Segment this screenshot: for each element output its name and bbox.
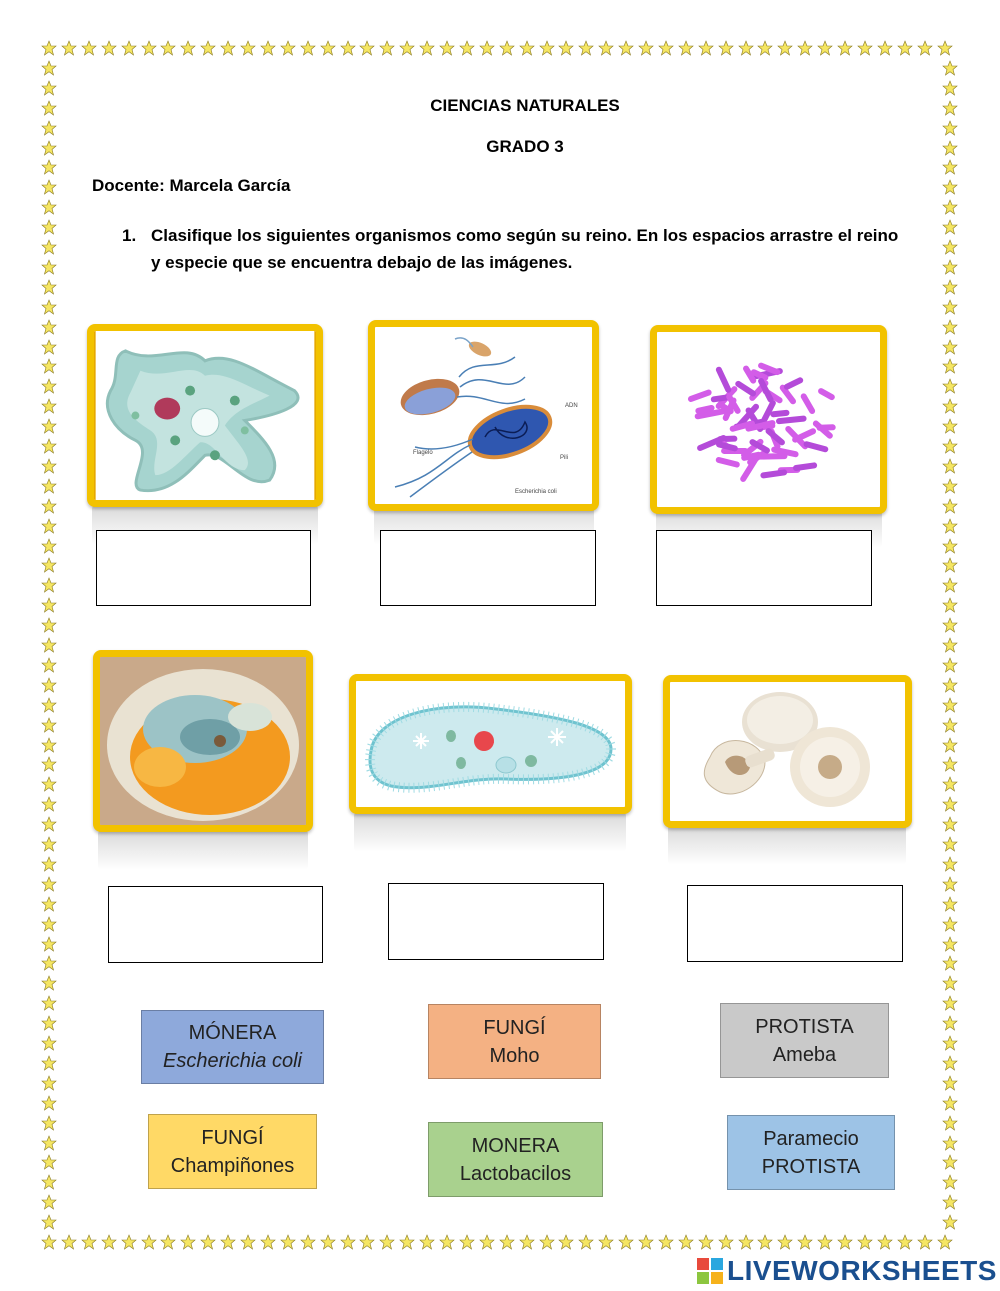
border-star-icon <box>942 1075 958 1091</box>
border-star-icon <box>300 1234 316 1250</box>
border-star-icon <box>942 836 958 852</box>
border-star-icon <box>41 1194 57 1210</box>
image-reflection <box>98 830 308 870</box>
border-star-icon <box>942 1194 958 1210</box>
border-star-icon <box>942 1035 958 1051</box>
border-star-icon <box>41 637 57 653</box>
border-star-icon <box>260 1234 276 1250</box>
border-star-icon <box>220 1234 236 1250</box>
border-star-icon <box>41 199 57 215</box>
label-flagelo: Flagelo <box>413 450 433 456</box>
border-star-icon <box>942 319 958 335</box>
border-star-icon <box>41 159 57 175</box>
teacher-name: Docente: Marcela García <box>92 176 291 195</box>
border-star-icon <box>678 40 694 56</box>
border-star-icon <box>942 1154 958 1170</box>
border-star-icon <box>41 876 57 892</box>
tile-kingdom: MÓNERA <box>188 1022 277 1044</box>
border-star-icon <box>942 179 958 195</box>
border-star-icon <box>41 299 57 315</box>
border-star-icon <box>300 40 316 56</box>
border-star-icon <box>61 1234 77 1250</box>
liveworksheets-logo-icon <box>697 1258 723 1284</box>
drop-zone-5[interactable] <box>388 883 604 960</box>
border-star-icon <box>61 40 77 56</box>
border-star-icon <box>41 478 57 494</box>
border-star-icon <box>539 1234 555 1250</box>
border-star-icon <box>101 1234 117 1250</box>
border-star-icon <box>41 239 57 255</box>
border-star-icon <box>942 358 958 374</box>
border-star-icon <box>757 1234 773 1250</box>
border-star-icon <box>658 40 674 56</box>
tile-species: Escherichia coli <box>163 1050 302 1072</box>
border-star-icon <box>942 1095 958 1111</box>
lactobacilli-image <box>650 325 887 514</box>
border-star-icon <box>942 398 958 414</box>
mold-image <box>93 650 313 832</box>
border-star-icon <box>359 40 375 56</box>
border-star-icon <box>41 697 57 713</box>
border-star-icon <box>942 637 958 653</box>
border-star-icon <box>180 40 196 56</box>
border-star-icon <box>41 776 57 792</box>
border-star-icon <box>41 279 57 295</box>
border-star-icon <box>942 717 958 733</box>
border-star-icon <box>41 498 57 514</box>
border-star-icon <box>160 1234 176 1250</box>
border-star-icon <box>757 40 773 56</box>
border-star-icon <box>41 120 57 136</box>
border-star-icon <box>419 40 435 56</box>
border-star-icon <box>320 40 336 56</box>
border-star-icon <box>399 40 415 56</box>
border-star-icon <box>41 597 57 613</box>
border-star-icon <box>359 1234 375 1250</box>
border-star-icon <box>160 40 176 56</box>
border-star-icon <box>41 438 57 454</box>
border-star-icon <box>718 40 734 56</box>
border-star-icon <box>180 1234 196 1250</box>
border-star-icon <box>678 1234 694 1250</box>
border-star-icon <box>942 916 958 932</box>
tile-protista-ameba[interactable] <box>720 1003 889 1078</box>
border-star-icon <box>81 1234 97 1250</box>
border-star-icon <box>41 1234 57 1250</box>
border-star-icon <box>519 1234 535 1250</box>
amoeba-image <box>87 324 323 507</box>
border-star-icon <box>121 1234 137 1250</box>
border-star-icon <box>942 617 958 633</box>
tile-species: Ameba <box>772 1043 837 1066</box>
border-star-icon <box>897 40 913 56</box>
border-star-icon <box>41 1035 57 1051</box>
border-star-icon <box>942 239 958 255</box>
drop-zone-4[interactable] <box>108 886 323 963</box>
border-star-icon <box>41 219 57 235</box>
border-star-icon <box>942 219 958 235</box>
border-star-icon <box>942 896 958 912</box>
border-star-icon <box>41 1095 57 1111</box>
border-star-icon <box>41 1075 57 1091</box>
tile-fungi-moho[interactable] <box>428 1004 601 1079</box>
border-star-icon <box>41 756 57 772</box>
border-star-icon <box>479 40 495 56</box>
grade-title: GRADO 3 <box>486 137 564 156</box>
border-star-icon <box>578 1234 594 1250</box>
border-star-icon <box>200 40 216 56</box>
border-star-icon <box>340 1234 356 1250</box>
border-star-icon <box>942 1174 958 1190</box>
border-star-icon <box>280 40 296 56</box>
border-star-icon <box>558 1234 574 1250</box>
border-star-icon <box>618 40 634 56</box>
border-star-icon <box>718 1234 734 1250</box>
border-star-icon <box>41 378 57 394</box>
instruction-text: Clasifique los siguientes organismos como según su reino. En los espacios arrastre el reino y especie que se encuentra debajo de las imágenes. <box>151 226 899 272</box>
border-star-icon <box>41 816 57 832</box>
tile-species: Moho <box>489 1044 540 1067</box>
border-star-icon <box>41 677 57 693</box>
border-star-icon <box>598 40 614 56</box>
tile-paramecio-protista[interactable] <box>727 1115 895 1190</box>
border-star-icon <box>942 279 958 295</box>
border-star-icon <box>240 1234 256 1250</box>
tile-kingdom: FUNGÍ <box>201 1126 264 1149</box>
border-star-icon <box>942 1115 958 1131</box>
border-star-icon <box>897 1234 913 1250</box>
border-star-icon <box>857 40 873 56</box>
border-star-icon <box>837 40 853 56</box>
border-star-icon <box>499 1234 515 1250</box>
border-star-icon <box>942 975 958 991</box>
tile-kingdom: MONERA <box>471 1134 560 1157</box>
border-star-icon <box>41 737 57 753</box>
border-star-icon <box>942 756 958 772</box>
border-star-icon <box>439 40 455 56</box>
border-star-icon <box>41 1154 57 1170</box>
border-star-icon <box>942 259 958 275</box>
border-star-icon <box>141 1234 157 1250</box>
border-star-icon <box>41 936 57 952</box>
border-star-icon <box>558 40 574 56</box>
border-star-icon <box>698 40 714 56</box>
border-star-icon <box>738 1234 754 1250</box>
border-star-icon <box>942 936 958 952</box>
border-star-icon <box>41 80 57 96</box>
border-star-icon <box>41 538 57 554</box>
mushrooms-image <box>663 675 912 828</box>
border-star-icon <box>220 40 236 56</box>
border-star-icon <box>917 40 933 56</box>
border-star-icon <box>459 1234 475 1250</box>
border-star-icon <box>121 40 137 56</box>
tile-species: Paramecio <box>763 1127 859 1150</box>
border-star-icon <box>41 1135 57 1151</box>
border-star-icon <box>857 1234 873 1250</box>
border-star-icon <box>101 40 117 56</box>
border-star-icon <box>41 1115 57 1131</box>
border-star-icon <box>479 1234 495 1250</box>
paramecium-image <box>349 674 632 814</box>
border-star-icon <box>638 1234 654 1250</box>
image-reflection <box>668 825 906 865</box>
border-star-icon <box>41 856 57 872</box>
image-reflection <box>354 812 626 852</box>
border-star-icon <box>340 40 356 56</box>
border-star-icon <box>837 1234 853 1250</box>
border-star-icon <box>379 40 395 56</box>
border-star-icon <box>41 836 57 852</box>
border-star-icon <box>942 339 958 355</box>
border-star-icon <box>379 1234 395 1250</box>
border-star-icon <box>439 1234 455 1250</box>
tile-species: Champiñones <box>170 1154 295 1177</box>
border-star-icon <box>41 259 57 275</box>
tile-monera-lactobacilos[interactable] <box>428 1122 603 1197</box>
border-star-icon <box>41 916 57 932</box>
border-star-icon <box>499 40 515 56</box>
border-star-icon <box>41 657 57 673</box>
border-star-icon <box>942 458 958 474</box>
border-star-icon <box>519 40 535 56</box>
label-escherichia: Escherichia coli <box>515 489 557 495</box>
border-star-icon <box>942 478 958 494</box>
border-star-icon <box>41 557 57 573</box>
border-star-icon <box>41 418 57 434</box>
border-star-icon <box>877 1234 893 1250</box>
border-star-icon <box>942 796 958 812</box>
border-star-icon <box>41 398 57 414</box>
border-star-icon <box>658 1234 674 1250</box>
border-star-icon <box>260 40 276 56</box>
border-star-icon <box>942 597 958 613</box>
border-star-icon <box>41 1174 57 1190</box>
border-star-icon <box>942 199 958 215</box>
drop-zone-1[interactable] <box>96 530 311 606</box>
border-star-icon <box>917 1234 933 1250</box>
border-star-icon <box>280 1234 296 1250</box>
border-star-icon <box>797 40 813 56</box>
border-star-icon <box>942 538 958 554</box>
border-star-icon <box>41 319 57 335</box>
border-star-icon <box>578 40 594 56</box>
border-star-icon <box>41 40 57 56</box>
label-adn: ADN <box>565 403 578 409</box>
border-star-icon <box>41 179 57 195</box>
border-star-icon <box>942 438 958 454</box>
border-star-icon <box>618 1234 634 1250</box>
border-star-icon <box>81 40 97 56</box>
border-star-icon <box>942 955 958 971</box>
border-star-icon <box>942 60 958 76</box>
label-pili: Pili <box>560 455 569 461</box>
border-star-icon <box>942 518 958 534</box>
border-star-icon <box>41 955 57 971</box>
border-star-icon <box>797 1234 813 1250</box>
drop-zone-3[interactable] <box>656 530 872 606</box>
tile-kingdom: PROTISTA <box>761 1155 861 1178</box>
border-star-icon <box>942 378 958 394</box>
border-star-icon <box>698 1234 714 1250</box>
escherichia-coli-image <box>368 320 599 511</box>
border-star-icon <box>942 876 958 892</box>
border-star-icon <box>942 657 958 673</box>
border-star-icon <box>738 40 754 56</box>
border-star-icon <box>942 498 958 514</box>
border-star-icon <box>942 557 958 573</box>
border-star-icon <box>942 577 958 593</box>
brand-name: LIVEWORKSHEETS <box>727 1255 997 1286</box>
tile-kingdom: PROTISTA <box>755 1015 854 1038</box>
drop-zone-2[interactable] <box>380 530 596 606</box>
border-star-icon <box>777 1234 793 1250</box>
border-star-icon <box>638 40 654 56</box>
border-star-icon <box>41 717 57 733</box>
border-star-icon <box>41 1214 57 1230</box>
border-star-icon <box>942 120 958 136</box>
border-star-icon <box>942 1055 958 1071</box>
border-star-icon <box>777 40 793 56</box>
border-star-icon <box>942 816 958 832</box>
liveworksheets-brand[interactable] <box>697 1255 997 1287</box>
border-star-icon <box>399 1234 415 1250</box>
border-star-icon <box>598 1234 614 1250</box>
subject-title: CIENCIAS NATURALES <box>430 96 620 115</box>
border-star-icon <box>942 856 958 872</box>
border-star-icon <box>942 776 958 792</box>
border-star-icon <box>459 40 475 56</box>
border-star-icon <box>41 896 57 912</box>
border-star-icon <box>942 697 958 713</box>
border-star-icon <box>41 458 57 474</box>
border-star-icon <box>240 40 256 56</box>
border-star-icon <box>41 975 57 991</box>
border-star-icon <box>937 1234 953 1250</box>
border-star-icon <box>41 617 57 633</box>
border-star-icon <box>41 995 57 1011</box>
drop-zone-6[interactable] <box>687 885 903 962</box>
border-star-icon <box>539 40 555 56</box>
border-star-icon <box>41 60 57 76</box>
border-star-icon <box>41 339 57 355</box>
border-star-icon <box>942 1015 958 1031</box>
lactobacillus-rod <box>816 424 835 431</box>
border-star-icon <box>419 1234 435 1250</box>
border-star-icon <box>817 1234 833 1250</box>
tile-fungi-champinones[interactable] <box>148 1114 317 1189</box>
border-star-icon <box>942 299 958 315</box>
border-star-icon <box>877 40 893 56</box>
instruction-number: 1. <box>122 226 137 245</box>
border-star-icon <box>141 40 157 56</box>
tile-monera-escherichia[interactable] <box>141 1010 324 1084</box>
border-star-icon <box>937 40 953 56</box>
border-star-icon <box>942 737 958 753</box>
border-star-icon <box>942 995 958 1011</box>
border-star-icon <box>41 1055 57 1071</box>
border-star-icon <box>200 1234 216 1250</box>
border-star-icon <box>942 159 958 175</box>
border-star-icon <box>41 518 57 534</box>
border-star-icon <box>942 1135 958 1151</box>
tile-kingdom: FUNGÍ <box>483 1016 546 1039</box>
border-star-icon <box>942 80 958 96</box>
border-star-icon <box>320 1234 336 1250</box>
border-star-icon <box>942 677 958 693</box>
border-star-icon <box>41 358 57 374</box>
border-star-icon <box>942 1214 958 1230</box>
border-star-icon <box>41 577 57 593</box>
border-star-icon <box>817 40 833 56</box>
border-star-icon <box>41 1015 57 1031</box>
tile-species: Lactobacilos <box>459 1162 572 1185</box>
border-star-icon <box>942 418 958 434</box>
border-star-icon <box>41 796 57 812</box>
